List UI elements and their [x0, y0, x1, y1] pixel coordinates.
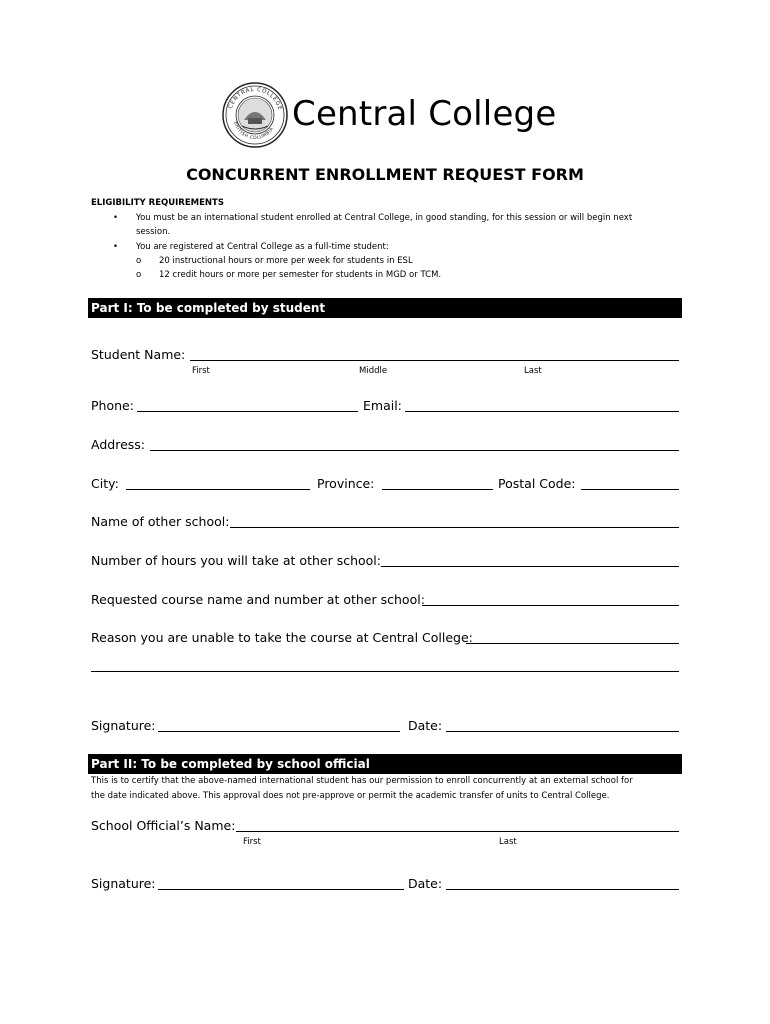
address-label: Address:	[91, 437, 145, 452]
eligibility-bullet-2: You are registered at Central College as a full-time student:	[136, 242, 389, 252]
email-label: Email:	[363, 398, 402, 413]
province-label: Province:	[317, 476, 375, 491]
college-seal-logo	[222, 82, 288, 148]
reason-field[interactable]	[466, 643, 679, 644]
hours-label: Number of hours you will take at other school:	[91, 553, 381, 568]
first-caption: First	[192, 366, 210, 376]
postal-code-label: Postal Code:	[498, 476, 576, 491]
sub-bullet-marker: o	[136, 270, 142, 280]
official-name-label: School Official’s Name:	[91, 818, 236, 833]
province-field[interactable]	[382, 489, 493, 490]
certification-text-line-1: This is to certify that the above-named international student has our permission to enroll concurrently at an external school for	[91, 776, 633, 786]
signature-label: Signature:	[91, 718, 156, 733]
bullet-dot: •	[113, 242, 119, 252]
date-field[interactable]	[446, 731, 679, 732]
city-label: City:	[91, 476, 119, 491]
city-field[interactable]	[126, 489, 310, 490]
email-field[interactable]	[405, 411, 679, 412]
official-name-field[interactable]	[236, 831, 679, 832]
form-title: CONCURRENT ENROLLMENT REQUEST FORM	[186, 165, 584, 184]
student-name-field[interactable]	[190, 360, 679, 361]
svg-text:CENTRAL COLLEGE: CENTRAL COLLEGE	[227, 86, 283, 112]
phone-field[interactable]	[137, 411, 358, 412]
eligibility-sub-1: 20 instructional hours or more per week for students in ESL	[159, 256, 413, 266]
eligibility-title: ELIGIBILITY REQUIREMENTS	[91, 198, 224, 208]
sub-bullet-marker: o	[136, 256, 142, 266]
other-school-field[interactable]	[230, 527, 679, 528]
reason-label: Reason you are unable to take the course at Central College:	[91, 630, 473, 645]
part1-header: Part I: To be completed by student	[88, 298, 682, 318]
student-name-label: Student Name:	[91, 347, 186, 362]
address-field[interactable]	[150, 450, 679, 451]
eligibility-bullet-1: You must be an international student enrolled at Central College, in good standing, for this session or will begin next	[136, 213, 633, 223]
part2-header: Part II: To be completed by school official	[88, 754, 682, 774]
phone-label: Phone:	[91, 398, 134, 413]
eligibility-sub-2: 12 credit hours or more per semester for students in MGD or TCM.	[159, 270, 442, 280]
last-caption: Last	[524, 366, 542, 376]
college-name: Central College	[292, 94, 557, 134]
signature-field[interactable]	[158, 731, 400, 732]
svg-text:BRITISH COLUMBIA: BRITISH COLUMBIA	[232, 121, 276, 142]
hours-field[interactable]	[381, 566, 679, 567]
other-school-label: Name of other school:	[91, 514, 230, 529]
official-date-field[interactable]	[446, 889, 679, 890]
course-field[interactable]	[422, 605, 679, 606]
last-caption: Last	[499, 837, 517, 847]
reason-field-line-2[interactable]	[91, 671, 679, 672]
course-label: Requested course name and number at other school:	[91, 592, 425, 607]
official-date-label: Date:	[408, 876, 443, 891]
bullet-dot: •	[113, 213, 119, 223]
eligibility-bullet-1-cont: session.	[136, 227, 171, 237]
date-label: Date:	[408, 718, 443, 733]
official-signature-label: Signature:	[91, 876, 156, 891]
certification-text-line-2: the date indicated above. This approval does not pre-approve or permit the academic transfer of units to Central College.	[91, 791, 610, 801]
middle-caption: Middle	[359, 366, 388, 376]
first-caption: First	[243, 837, 261, 847]
official-signature-field[interactable]	[158, 889, 404, 890]
postal-code-field[interactable]	[581, 489, 679, 490]
